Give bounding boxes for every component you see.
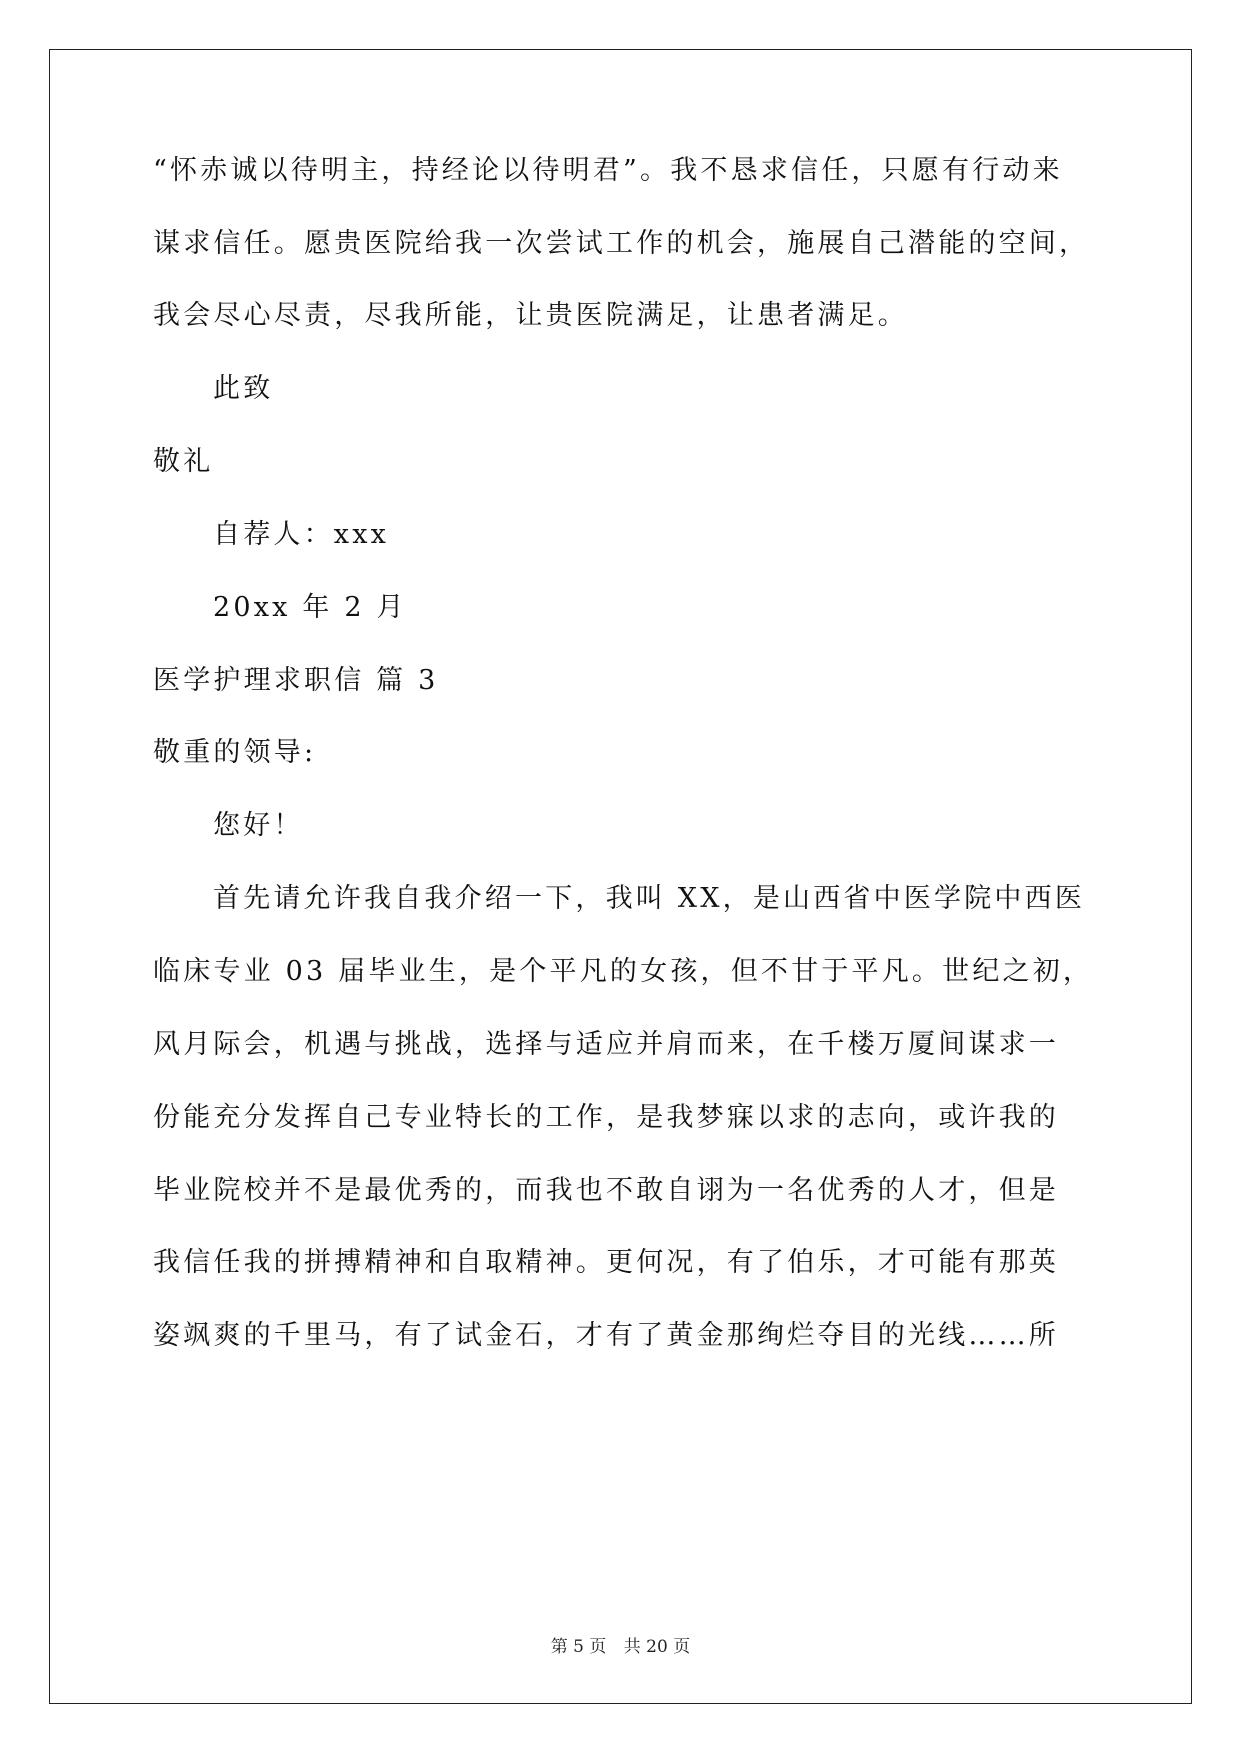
signature: 自荐人：xxx [213, 519, 390, 550]
page-number: 第 5 页 [550, 1637, 607, 1657]
body-line: 我会尽心尽责，尽我所能，让贵医院满足，让患者满足。 [153, 300, 908, 331]
closing-phrase: 此致 [213, 373, 274, 404]
body-line: 姿飒爽的千里马，有了试金石，才有了黄金那绚烂夺目的光线……所 [153, 1320, 1059, 1351]
body-line: 毕业院校并不是最优秀的，而我也不敢自诩为一名优秀的人才，但是 [153, 1175, 1059, 1206]
page-footer [0, 1632, 1241, 1657]
section-title: 医学护理求职信 篇 3 [153, 665, 439, 696]
body-line: 风月际会，机遇与挑战，选择与适应并肩而来，在千楼万厦间谋求一 [153, 1029, 1059, 1060]
greeting: 敬重的领导: [153, 737, 317, 768]
date: 20xx 年 2 月 [213, 592, 407, 623]
body-line: 份能充分发挥自己专业特长的工作，是我梦寐以求的志向，或许我的 [153, 1102, 1059, 1133]
body-line: 我信任我的拼搏精神和自取精神。更何况，有了伯乐，才可能有那英 [153, 1247, 1059, 1278]
body-line: 首先请允许我自我介绍一下，我叫 XX，是山西省中医学院中西医 [213, 883, 1086, 914]
body-line: “怀赤诚以待明主，持经论以待明君”。我不恳求信任，只愿有行动来 [153, 155, 1063, 186]
page-total: 共 20 页 [623, 1637, 691, 1657]
salutation: 敬礼 [153, 446, 214, 477]
body-line: 谋求信任。愿贵医院给我一次尝试工作的机会，施展自己潜能的空间， [153, 228, 1090, 259]
body-line: 临床专业 03 届毕业生，是个平凡的女孩，但不甘于平凡。世纪之初， [153, 956, 1094, 987]
greeting-line: 您好！ [213, 810, 304, 841]
